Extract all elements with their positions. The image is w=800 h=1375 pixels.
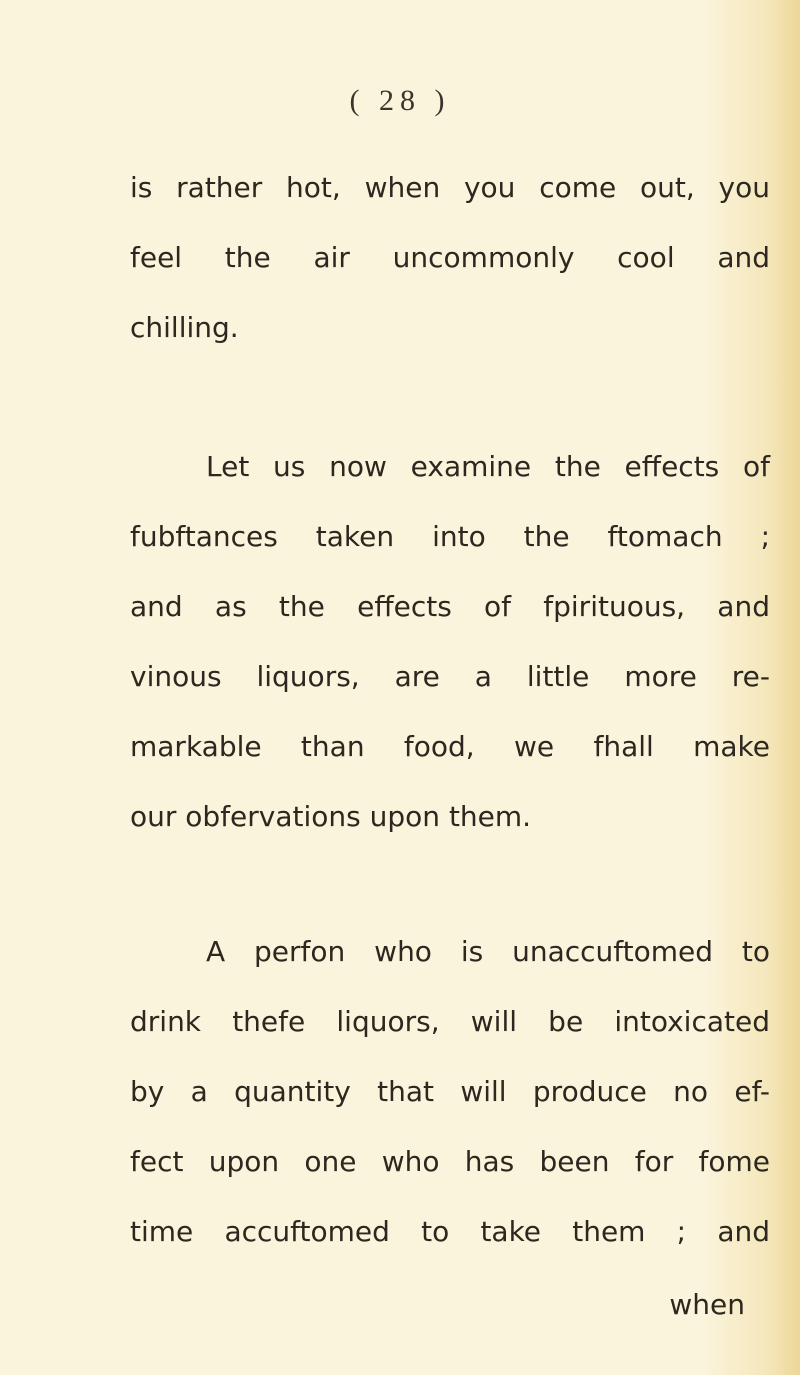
text-line: drink thefe liquors, will be intoxicated — [130, 1005, 770, 1038]
text-line: by a quantity that will produce no ef- — [130, 1075, 770, 1108]
text-line: time accuftomed to take them ; and — [130, 1215, 770, 1248]
text-line: is rather hot, when you come out, you — [130, 171, 770, 204]
text-line: fubftances taken into the ftomach ; — [130, 520, 770, 553]
text-line: fect upon one who has been for fome — [130, 1145, 770, 1178]
text-line: Let us now examine the effects of — [206, 450, 770, 483]
text-line: feel the air uncommonly cool and — [130, 241, 770, 274]
text-line: vinous liquors, are a little more re- — [130, 660, 770, 693]
text-line: markable than food, we fhall make — [130, 730, 770, 763]
text-line: our obfervations upon them. — [130, 800, 532, 833]
text-line: A perfon who is unaccuftomed to — [206, 935, 770, 968]
text-line: chilling. — [130, 311, 239, 344]
catchword: when — [669, 1288, 745, 1321]
page-number: ( 28 ) — [349, 84, 451, 117]
text-line: and as the effects of fpirituous, and — [130, 590, 770, 623]
